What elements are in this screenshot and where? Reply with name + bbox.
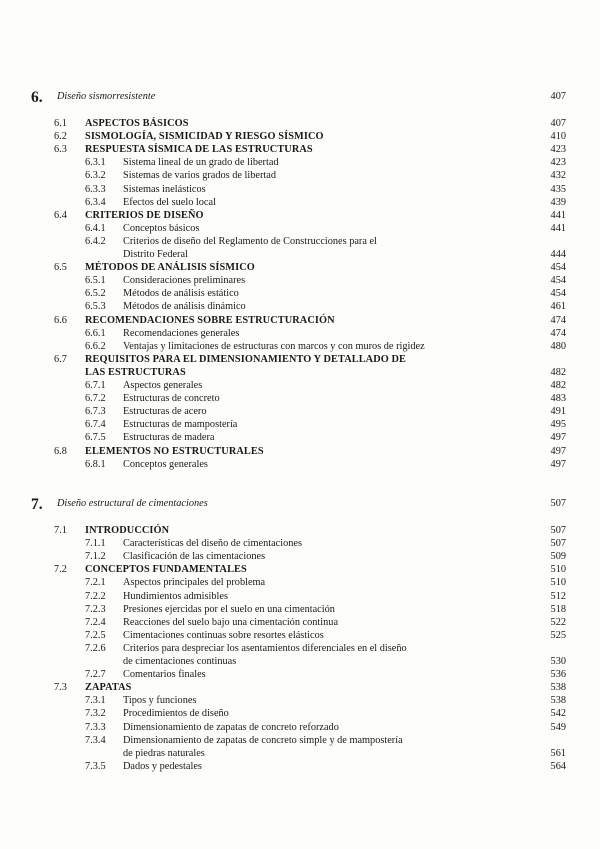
subsection-row — [0, 287, 600, 301]
subsection-row-continued — [0, 747, 600, 761]
section-row — [0, 117, 600, 131]
section-row — [0, 130, 600, 144]
subsection-row — [0, 222, 600, 236]
subsection-title: Aspectos principales del problema — [123, 577, 266, 589]
subsection-number: 6.4.1 — [85, 222, 106, 234]
subsection-row — [0, 183, 600, 197]
subsection-number: 6.3.2 — [85, 170, 106, 182]
section-page: 423 — [550, 144, 566, 156]
subsection-title: Clasificación de las cimentaciones — [123, 551, 266, 563]
subsection-page: 482 — [550, 380, 566, 391]
subsection-title: Efectos del suelo local — [123, 196, 216, 208]
section-row — [0, 563, 600, 577]
subsection-number: 7.1.1 — [85, 538, 106, 550]
subsection-page: 510 — [550, 577, 566, 589]
subsection-title: Procedimientos de diseño — [123, 708, 229, 720]
section-row — [0, 261, 600, 275]
section-title: RECOMENDACIONES SOBRE ESTRUCTURACIÓN — [85, 314, 335, 326]
section-number: 7.3 — [54, 682, 67, 694]
section-title: CONCEPTOS FUNDAMENTALES — [85, 564, 247, 576]
subsection-row — [0, 694, 600, 708]
subsection-number: 6.3.1 — [85, 157, 106, 169]
subsection-row — [0, 721, 600, 735]
section-page: 497 — [550, 445, 566, 457]
subsection-page: 530 — [550, 656, 566, 667]
subsection-number: 7.3.2 — [85, 708, 106, 720]
subsection-row — [0, 668, 600, 682]
subsection-row — [0, 235, 600, 249]
section-title: INTRODUCCIÓN — [85, 525, 170, 536]
section-row — [0, 353, 600, 367]
subsection-page: 432 — [550, 170, 566, 182]
subsection-title: Ventajas y limitaciones de estructuras con marcos y con muros de rigidez — [123, 340, 425, 352]
section-page: 410 — [550, 131, 566, 143]
section-number: 6.2 — [54, 131, 67, 143]
subsection-row — [0, 340, 600, 354]
subsection-number: 6.6.2 — [85, 340, 106, 352]
subsection-page: 495 — [550, 419, 566, 431]
subsection-number: 7.3.1 — [85, 695, 106, 707]
section-title: MÉTODOS DE ANÁLISIS SÍSMICO — [85, 262, 255, 274]
subsection-row — [0, 603, 600, 617]
subsection-page: 538 — [550, 695, 566, 707]
subsection-row — [0, 196, 600, 210]
subsection-page: 435 — [550, 183, 566, 195]
subsection-row — [0, 537, 600, 551]
section-row — [0, 445, 600, 459]
chapter-page: 507 — [550, 498, 566, 509]
subsection-number: 7.2.7 — [85, 669, 106, 681]
subsection-row — [0, 707, 600, 721]
subsection-title: Características del diseño de cimentaciones — [123, 538, 302, 550]
subsection-title: Aspectos generales — [123, 380, 203, 391]
subsection-page: 549 — [550, 721, 566, 733]
subsection-row — [0, 550, 600, 564]
subsection-title-continued: de cimentaciones continuas — [123, 656, 237, 667]
subsection-number: 7.2.6 — [85, 642, 106, 654]
subsection-number: 6.4.2 — [85, 235, 106, 247]
subsection-number: 6.5.2 — [85, 288, 106, 300]
subsection-row — [0, 169, 600, 183]
subsection-number: 6.7.5 — [85, 432, 106, 444]
section-row — [0, 524, 600, 538]
subsection-number: 6.3.4 — [85, 196, 106, 208]
section-title: REQUISITOS PARA EL DIMENSIONAMIENTO Y DETALLADO DE — [85, 353, 407, 365]
subsection-number: 7.2.3 — [85, 603, 106, 615]
subsection-number: 6.8.1 — [85, 458, 106, 470]
subsection-row — [0, 327, 600, 341]
subsection-title: Conceptos básicos — [123, 222, 200, 234]
chapter-heading — [0, 90, 600, 104]
subsection-row — [0, 431, 600, 445]
subsection-row — [0, 760, 600, 774]
subsection-number: 6.6.1 — [85, 327, 106, 339]
subsection-title: Tipos y funciones — [123, 695, 197, 707]
chapter-number: 7. — [31, 496, 43, 513]
subsection-page: 454 — [550, 275, 566, 287]
subsection-row — [0, 616, 600, 630]
section-page: 454 — [550, 262, 566, 274]
subsection-page: 542 — [550, 708, 566, 720]
chapter-heading — [0, 497, 600, 511]
section-number: 6.1 — [54, 118, 67, 129]
subsection-row — [0, 629, 600, 643]
subsection-row — [0, 576, 600, 590]
subsection-title: Estructuras de madera — [123, 432, 215, 444]
subsection-number: 6.7.4 — [85, 419, 106, 431]
section-title-continued: LAS ESTRUCTURAS — [85, 366, 186, 378]
section-title: SISMOLOGÍA, SISMICIDAD Y RIESGO SÍSMICO — [85, 131, 324, 143]
subsection-title: Dimensionamiento de zapatas de concreto simple y de mampostería — [123, 734, 403, 746]
subsection-page: 491 — [550, 406, 566, 418]
section-page: 482 — [550, 366, 566, 378]
section-number: 6.4 — [54, 209, 67, 221]
section-title: RESPUESTA SÍSMICA DE LAS ESTRUCTURAS — [85, 144, 313, 156]
subsection-page: 497 — [550, 458, 566, 470]
section-title: CRITERIOS DE DISEÑO — [85, 209, 204, 221]
subsection-page: 454 — [550, 288, 566, 300]
subsection-title: Consideraciones preliminares — [123, 275, 246, 287]
section-number: 6.7 — [54, 353, 67, 365]
section-page: 441 — [550, 209, 566, 221]
subsection-number: 6.7.1 — [85, 380, 106, 391]
section-page: 507 — [550, 525, 566, 536]
subsection-number: 7.3.3 — [85, 721, 106, 733]
subsection-title: Comentarios finales — [123, 669, 206, 681]
subsection-title: Sistema lineal de un grado de libertad — [123, 157, 279, 169]
subsection-page: 483 — [550, 393, 566, 405]
section-page: 407 — [550, 118, 566, 129]
section-page: 538 — [550, 682, 566, 694]
subsection-title: Dados y pedestales — [123, 760, 202, 772]
section-row — [0, 143, 600, 157]
subsection-title: Sistemas de varios grados de libertad — [123, 170, 276, 182]
section-title: ELEMENTOS NO ESTRUCTURALES — [85, 445, 264, 457]
subsection-title: Estructuras de acero — [123, 406, 207, 418]
subsection-title: Dimensionamiento de zapatas de concreto reforzado — [123, 721, 339, 733]
section-page: 510 — [550, 564, 566, 576]
subsection-page: 561 — [550, 747, 566, 759]
section-number: 6.6 — [54, 314, 67, 326]
subsection-title: Criterios de diseño del Reglamento de Construcciones para el — [123, 235, 377, 247]
subsection-page: 497 — [550, 432, 566, 444]
subsection-title: Sistemas inelásticos — [123, 183, 206, 195]
subsection-number: 6.5.1 — [85, 275, 106, 287]
subsection-row — [0, 734, 600, 748]
subsection-title: Reacciones del suelo bajo una cimentación continua — [123, 616, 339, 628]
subsection-page: 441 — [550, 222, 566, 234]
section-number: 6.8 — [54, 445, 67, 457]
chapter-page: 407 — [550, 91, 566, 102]
subsection-number: 7.2.2 — [85, 590, 106, 602]
subsection-page: 461 — [550, 301, 566, 313]
subsection-title: Presiones ejercidas por el suelo en una cimentación — [123, 603, 335, 615]
subsection-page: 474 — [550, 327, 566, 339]
subsection-number: 7.2.1 — [85, 577, 106, 589]
subsection-number: 7.2.4 — [85, 616, 106, 628]
subsection-row-continued — [0, 655, 600, 669]
subsection-title: Hundimientos admisibles — [123, 590, 228, 602]
subsection-row — [0, 418, 600, 432]
subsection-row — [0, 405, 600, 419]
subsection-page: 480 — [550, 340, 566, 352]
subsection-page: 509 — [550, 551, 566, 563]
section-number: 6.3 — [54, 144, 67, 156]
chapter-title: Diseño sismorresistente — [57, 91, 156, 102]
section-row — [0, 209, 600, 223]
section-row — [0, 314, 600, 328]
section-title: ASPECTOS BÁSICOS — [85, 118, 189, 129]
subsection-row — [0, 458, 600, 472]
subsection-row — [0, 590, 600, 604]
chapter-number: 6. — [31, 89, 43, 106]
subsection-row — [0, 392, 600, 406]
subsection-row — [0, 156, 600, 170]
subsection-row — [0, 274, 600, 288]
subsection-title: Estructuras de concreto — [123, 393, 220, 405]
section-row — [0, 681, 600, 695]
subsection-page: 522 — [550, 616, 566, 628]
subsection-page: 423 — [550, 157, 566, 169]
subsection-number: 6.5.3 — [85, 301, 106, 313]
subsection-row-continued — [0, 248, 600, 262]
section-row-continued — [0, 366, 600, 380]
subsection-number: 6.7.2 — [85, 393, 106, 405]
subsection-page: 518 — [550, 603, 566, 615]
subsection-title: Métodos de análisis dinámico — [123, 301, 246, 313]
subsection-row — [0, 642, 600, 656]
subsection-page: 439 — [550, 196, 566, 208]
subsection-title: Estructuras de mampostería — [123, 419, 238, 431]
subsection-row — [0, 379, 600, 393]
subsection-title: Cimentaciones continuas sobre resortes elásticos — [123, 629, 324, 641]
section-number: 7.1 — [54, 525, 67, 536]
subsection-page: 512 — [550, 590, 566, 602]
subsection-page: 536 — [550, 669, 566, 681]
subsection-title-continued: Distrito Federal — [123, 249, 188, 260]
subsection-title: Conceptos generales — [123, 458, 208, 470]
chapter-title: Diseño estructural de cimentaciones — [57, 498, 208, 509]
subsection-title: Criterios para despreciar los asentamientos diferenciales en el diseño — [123, 642, 407, 654]
section-page: 474 — [550, 314, 566, 326]
subsection-page: 525 — [550, 629, 566, 641]
section-title: ZAPATAS — [85, 682, 132, 694]
subsection-row — [0, 300, 600, 314]
section-number: 7.2 — [54, 564, 67, 576]
subsection-title: Métodos de análisis estático — [123, 288, 239, 300]
subsection-number: 7.2.5 — [85, 629, 106, 641]
section-number: 6.5 — [54, 262, 67, 274]
subsection-page: 507 — [550, 538, 566, 550]
subsection-number: 6.7.3 — [85, 406, 106, 418]
subsection-number: 6.3.3 — [85, 183, 106, 195]
subsection-title: Recomendaciones generales — [123, 327, 240, 339]
subsection-number: 7.3.4 — [85, 734, 106, 746]
subsection-number: 7.1.2 — [85, 551, 106, 563]
subsection-page: 444 — [550, 249, 566, 260]
subsection-number: 7.3.5 — [85, 760, 106, 772]
subsection-title-continued: de piedras naturales — [123, 747, 205, 759]
subsection-page: 564 — [550, 760, 566, 772]
